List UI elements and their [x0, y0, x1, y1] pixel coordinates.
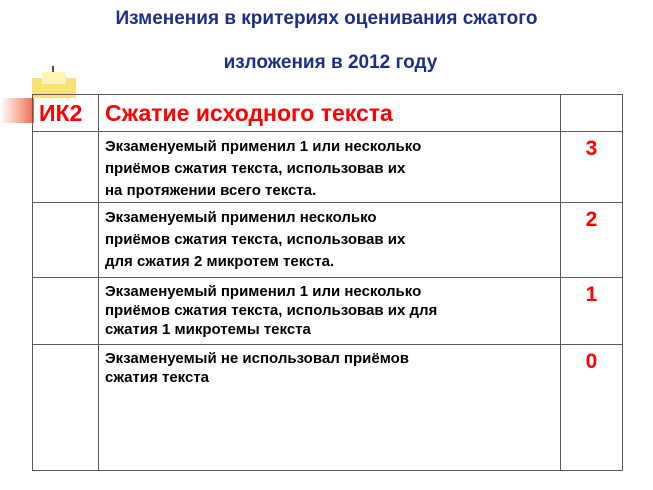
score-value: 3: [585, 137, 598, 160]
empty-cell: [33, 132, 99, 203]
slide-title-line-1: Изменения в критериях оценивания сжатого: [115, 8, 538, 29]
score-cell: [561, 132, 623, 203]
table-row: [33, 132, 623, 203]
description-line: сжатия текста: [105, 369, 210, 386]
description-cell: [99, 203, 561, 278]
decorative-red-bar: [0, 98, 34, 123]
description-line: Экзаменуемый применил 1 или несколько: [105, 283, 422, 300]
table-header-row: [33, 95, 623, 132]
criteria-table: [32, 94, 623, 471]
score-value: 2: [585, 208, 598, 231]
table-row: [33, 345, 623, 471]
slide-title-line-2: изложения в 2012 году: [223, 52, 438, 73]
empty-cell: [33, 345, 99, 471]
description-cell: [99, 278, 561, 345]
score-cell: [561, 345, 623, 471]
criterion-code-cell: [33, 95, 99, 132]
table-row: [33, 278, 623, 345]
score-cell: [561, 278, 623, 345]
header-empty-cell: [561, 95, 623, 132]
description-line: приёмов сжатия текста, использовав их: [105, 231, 406, 248]
description-line: приёмов сжатия текста, использовав их: [105, 160, 406, 177]
description-line: на протяжении всего текста.: [105, 182, 317, 199]
criterion-title-cell: [99, 95, 561, 132]
score-cell: [561, 203, 623, 278]
description-cell: [99, 345, 561, 471]
score-value: 1: [585, 283, 598, 306]
description-line: приёмов сжатия текста, использовав их для: [105, 302, 438, 319]
criterion-title: Сжатие исходного текста: [105, 100, 393, 126]
score-value: 0: [585, 350, 598, 373]
empty-cell: [33, 278, 99, 345]
description-line: сжатия 1 микротемы текста: [105, 321, 311, 338]
description-line: Экзаменуемый применил несколько: [105, 209, 377, 226]
description-cell: [99, 132, 561, 203]
description-line: Экзаменуемый применил 1 или несколько: [105, 138, 422, 155]
description-line: для сжатия 2 микротем текста.: [105, 253, 335, 270]
empty-cell: [33, 203, 99, 278]
criterion-code: ИК2: [39, 100, 83, 126]
table-row: [33, 203, 623, 278]
description-line: Экзаменуемый не использовал приёмов: [105, 350, 409, 367]
